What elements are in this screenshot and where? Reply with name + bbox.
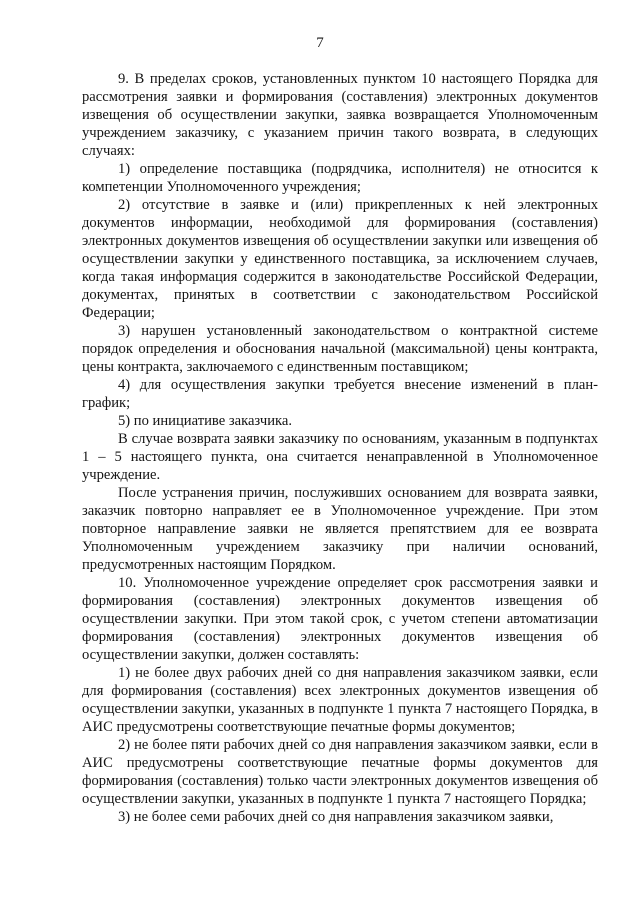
paragraph-10-item-1: 1) не более двух рабочих дней со дня направления заказчиком заявки, если для формирования (составления) всех электронных документов извещения об осуществлении закупки, указанных в подпункте 1 пункта 7 настоящего Порядка, в АИС предусмотрены соответствующие печатные формы документов; [82, 665, 598, 735]
document-body [82, 70, 598, 826]
paragraph-9: 9. В пределах сроков, установленных пунктом 10 настоящего Порядка для рассмотрения заявки и формирования (составления) электронных документов извещения об осуществлении закупки, заявка возвращается Уполномоченным учреждением заказчику, с указанием причин такого возврата, в следующих случаях: [82, 71, 598, 159]
paragraph-return-case: В случае возврата заявки заказчику по основаниям, указанным в подпунктах 1 – 5 настоящего пункта, она считается ненаправленной в Уполномоченное учреждение. [82, 431, 598, 483]
paragraph-10-item-2: 2) не более пяти рабочих дней со дня направления заказчиком заявки, если в АИС предусмотрены соответствующие печатные формы документов для формирования (составления) только части электронных документов извещения об осуществлении закупки, указанных в подпункте 1 пункта 7 настоящего Порядка; [82, 737, 598, 807]
paragraph-10-item-3: 3) не более семи рабочих дней со дня направления заказчиком заявки, [118, 809, 554, 825]
paragraph-9-item-3: 3) нарушен установленный законодательством о контрактной системе порядок определения и обоснования начальной (максимальной) цены контракта, цены контракта, заключаемого с единственным поставщиком; [82, 323, 598, 375]
paragraph-9-item-1: 1) определение поставщика (подрядчика, исполнителя) не относится к компетенции Уполномоченного учреждения; [82, 161, 598, 195]
page-number: 7 [316, 35, 324, 51]
paragraph-resubmission: После устранения причин, послуживших основанием для возврата заявки, заказчик повторно направляет ее в Уполномоченное учреждение. При этом повторное направление заявки не является препятствием для ее возврата Уполномоченным учреждением заказчику при наличии оснований, предусмотренных настоящим Порядком. [82, 485, 598, 573]
paragraph-9-item-4: 4) для осуществления закупки требуется внесение изменений в план-график; [82, 377, 598, 411]
paragraph-9-item-5: 5) по инициативе заказчика. [118, 413, 293, 429]
paragraph-9-item-2: 2) отсутствие в заявке и (или) прикрепленных к ней электронных документов информации, необходимой для формирования (составления) электронных документов извещения об осуществлении закупки или извещения об осуществлении закупки у единственного поставщика, за исключением случаев, когда такая информация содержится в законодательстве Российской Федерации, документах, принятых в соответствии с законодательством Российской Федерации; [82, 197, 598, 321]
paragraph-10: 10. Уполномоченное учреждение определяет срок рассмотрения заявки и формирования (составления) электронных документов извещения об осуществлении закупки. При этом такой срок, с учетом степени автоматизации формирования (составления) электронных документов извещения об осуществлении закупки, должен составлять: [82, 575, 598, 663]
